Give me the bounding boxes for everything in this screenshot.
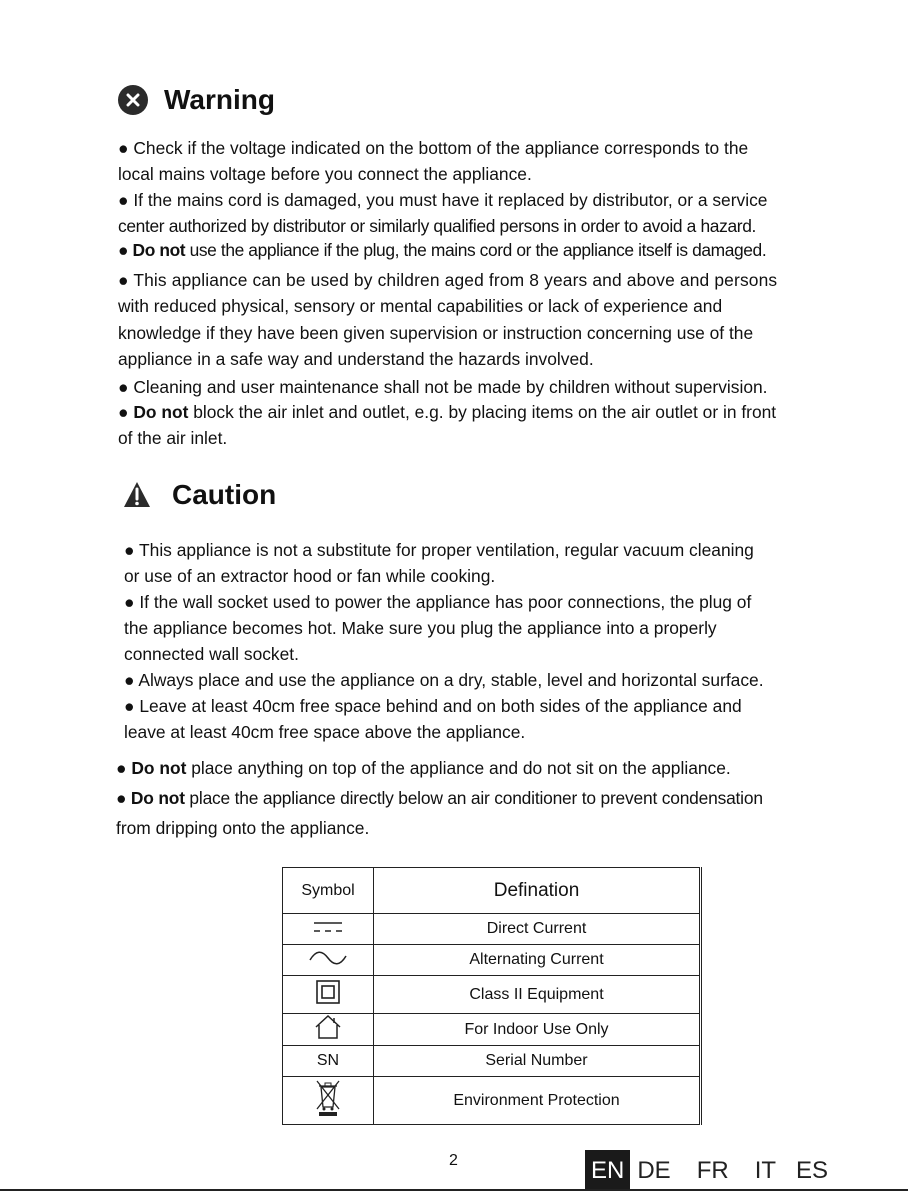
table-row	[283, 914, 700, 945]
class-ii-icon	[316, 980, 340, 1004]
bottom-rule	[0, 1189, 908, 1191]
caution-line: connected wall socket.	[124, 644, 299, 664]
table-cell-definition: Alternating Current	[374, 945, 700, 976]
alternating-current-icon	[308, 950, 348, 966]
tab-language-de[interactable]: DE	[637, 1157, 671, 1184]
warning-line: ● If the mains cord is damaged, you must have it replaced by distributor, or a service	[118, 190, 768, 210]
caution-title: Caution	[172, 479, 277, 510]
warning-line: ● Do not block the air inlet and outlet, e.g. by placing items on the air outlet or in front	[118, 402, 777, 422]
caution-line: ● Do not place the appliance directly below an air conditioner to prevent condensation	[116, 788, 763, 808]
caution-line: ● Leave at least 40cm free space behind and on both sides of the appliance and	[124, 696, 742, 716]
warning-line: center authorized by distributor or similarly qualified persons in order to avoid a hazard.	[118, 216, 757, 236]
warning-line: with reduced physical, sensory or mental capabilities or lack of experience and	[118, 296, 723, 316]
tab-language-es[interactable]: ES	[796, 1157, 829, 1184]
symbols-table	[282, 867, 700, 1125]
table-row	[283, 945, 700, 976]
warning-line: ● Check if the voltage indicated on the bottom of the appliance corresponds to the	[118, 138, 749, 158]
caution-line: ● If the wall socket used to power the appliance has poor connections, the plug of	[124, 592, 752, 612]
caution-line: from dripping onto the appliance.	[116, 818, 370, 838]
caution-heading	[122, 479, 276, 511]
table-cell-definition: Direct Current	[374, 914, 700, 945]
tab-language-fr[interactable]: FR	[696, 1157, 729, 1184]
direct-current-icon	[313, 920, 343, 934]
table-header-definition: Defination	[374, 868, 700, 914]
indoor-use-icon	[313, 1014, 343, 1040]
close-circle-icon	[118, 85, 148, 115]
warning-line: ● This appliance can be used by children aged from 8 years and above and persons	[118, 270, 778, 290]
caution-line: the appliance becomes hot. Make sure you plug the appliance into a properly	[124, 618, 717, 638]
caution-line: ● Do not place anything on top of the appliance and do not sit on the appliance.	[116, 758, 731, 778]
caution-line: ● This appliance is not a substitute for proper ventilation, regular vacuum cleaning	[124, 540, 754, 560]
caution-line: ● Always place and use the appliance on a dry, stable, level and horizontal surface.	[124, 670, 764, 690]
warning-line: ● Do not use the appliance if the plug, the mains cord or the appliance itself is damaged.	[118, 240, 767, 260]
table-row	[283, 1046, 700, 1077]
warning-line: knowledge if they have been given supervision or instruction concerning use of the	[118, 323, 754, 343]
caution-line: leave at least 40cm free space above the appliance.	[124, 722, 526, 742]
table-cell-definition: For Indoor Use Only	[374, 1014, 700, 1046]
table-header-row	[283, 868, 700, 914]
warning-heading	[118, 84, 275, 116]
warning-triangle-icon	[122, 480, 152, 510]
crossed-bin-icon	[315, 1079, 341, 1117]
table-cell-definition: Environment Protection	[374, 1077, 700, 1125]
table-row	[283, 1077, 700, 1125]
tab-language-en[interactable]: EN	[585, 1150, 630, 1190]
caution-line: or use of an extractor hood or fan while cooking.	[124, 566, 496, 586]
warning-line: of the air inlet.	[118, 428, 228, 448]
language-tabs	[585, 1150, 835, 1190]
table-cell-symbol: SN	[283, 1046, 374, 1077]
warning-title: Warning	[164, 84, 275, 115]
table-row	[283, 1014, 700, 1046]
table-header-symbol: Symbol	[283, 868, 374, 914]
warning-line: ● Cleaning and user maintenance shall not be made by children without supervision.	[118, 377, 768, 397]
tab-language-it[interactable]: IT	[754, 1157, 777, 1184]
table-outline	[698, 867, 702, 1125]
table-cell-definition: Serial Number	[374, 1046, 700, 1077]
table-row	[283, 976, 700, 1014]
page-number: 2	[449, 1152, 458, 1169]
warning-line: local mains voltage before you connect the appliance.	[118, 164, 532, 184]
warning-line: appliance in a safe way and understand the hazards involved.	[118, 349, 594, 369]
table-cell-definition: Class II Equipment	[374, 976, 700, 1014]
